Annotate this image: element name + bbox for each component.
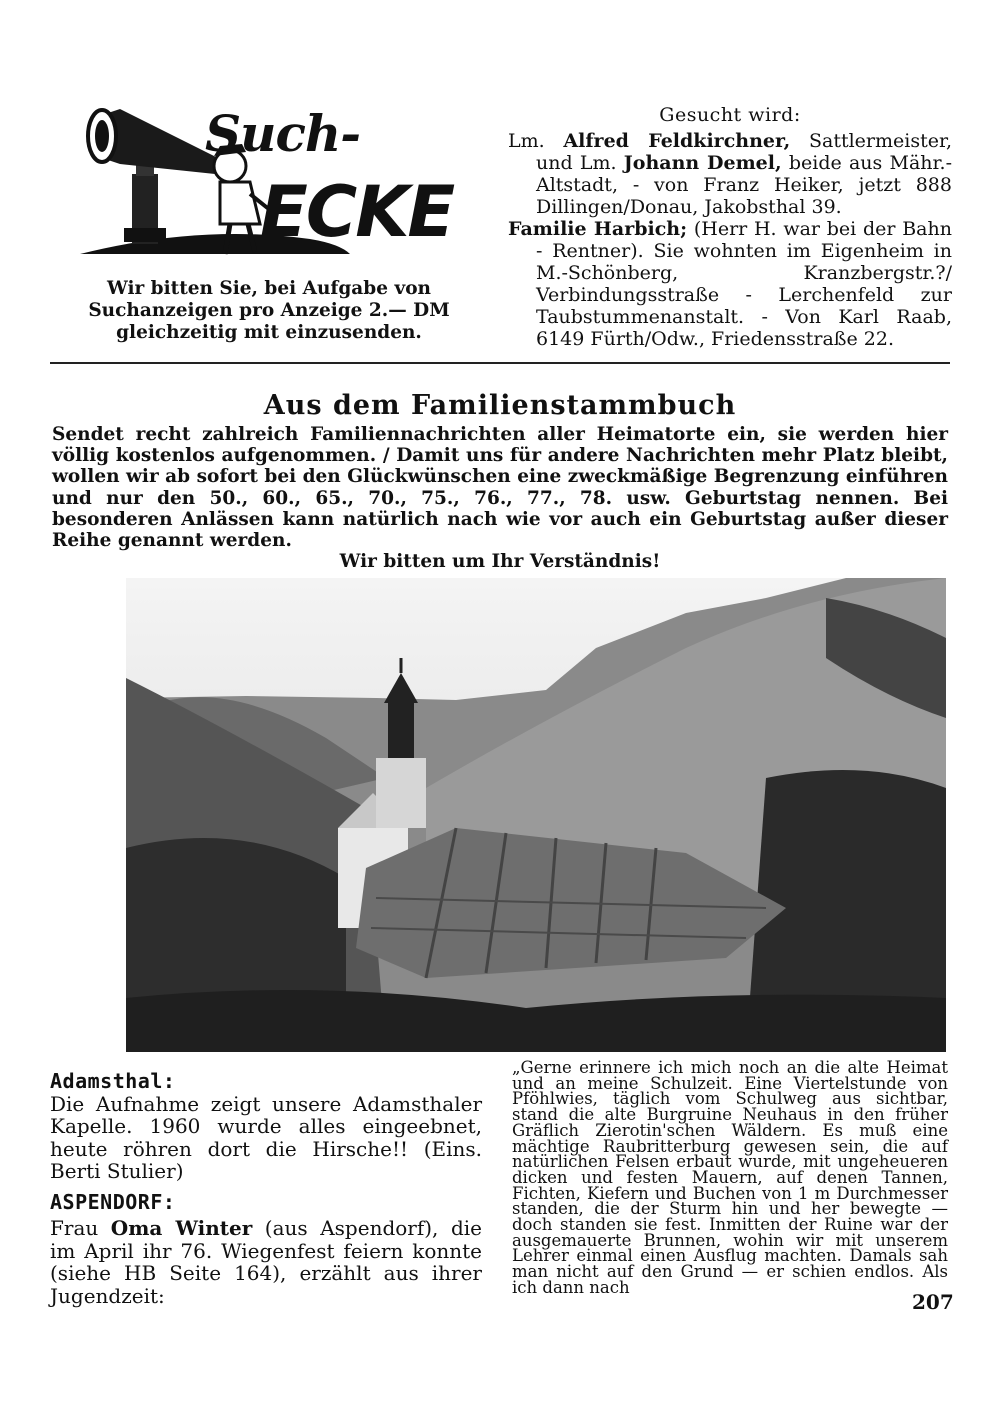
logo-word-such: Such-: [205, 104, 361, 163]
divider-right: [422, 362, 950, 364]
family-notice: [52, 424, 948, 572]
logo-note: Wir bitten Sie, bei Aufgabe von Suchanzeigen pro Anzeige 2.— DM gleichzeitig mit einzusenden.: [88, 278, 450, 343]
logo-word-ecke: ECKE: [260, 171, 454, 253]
search-name-2: Johann Demel,: [623, 152, 782, 174]
family-closing: Wir bitten um Ihr Verständnis!: [339, 551, 661, 573]
search-entry-1: Lm. Alfred Feldkirchner, Sattlermeister, und Lm. Johann Demel, beide aus Mähr.-Altstadt, - von Franz Heiker, jetzt 888 Dillingen/Donau, Jakobsthal 39.: [508, 130, 953, 218]
search-heading: Gesucht wird:: [659, 104, 801, 126]
page-number: 207: [912, 1290, 954, 1314]
search-entry-2: Familie Harbich; (Herr H. war bei der Bahn - Rentner). Sie wohnten im Eigenheim in M.-Schönberg, Kranzbergstr.?/ Verbindungsstraße - Lerchenfeld zur Taubstummenanstalt. - Von Karl Raab, 6149 Fürth/Odw., Friedensstraße 22.: [508, 218, 952, 350]
aspendorf-text: Frau Oma Winter (aus Aspendorf), die im April ihr 76. Wiegenfest feiern konnte (siehe HB Seite 164), erzählt aus ihrer Jugendzeit:: [50, 1216, 482, 1308]
adamsthal-text: Die Aufnahme zeigt unsere Adamsthaler Kapelle. 1960 wurde alles eingeebnet, heute röhren dort die Hirsche!! (Eins. Berti Stulier): [50, 1091, 482, 1183]
aspendorf-heading: ASPENDORF:: [50, 1189, 176, 1214]
family-body-text: Sendet recht zahlreich Familiennachrichten aller Heimatorte ein, sie werden hier völlig kostenlos aufgenommen. / Damit uns für andere Nachrichten mehr Platz bleibt, wollen wir ab sofort bei den Glückwünschen eine zweckmäßige Begrenzung einführen und nur den 50., 60., 65., 70., 75., 76., 77., 78. usw. Geburtstag nennen. Bei besonderen Anlässen kann natürlich nach wie vor auch ein Geburtstag außer dieser Reihe genannt werden.: [52, 424, 948, 552]
such-ecke-logo: [80, 104, 480, 272]
chapel-in-valley-photo: [126, 578, 946, 1052]
search-name-3: Familie Harbich;: [508, 218, 688, 240]
divider-left: [50, 362, 422, 364]
chapel-photo: [126, 578, 946, 1052]
aspendorf-name: Oma Winter: [110, 1216, 253, 1240]
family-title: Aus dem Familienstammbuch: [263, 390, 737, 421]
story-column: „Gerne erinnere ich mich noch an die alte Heimat und an meine Schulzeit. Eine Viertelstunde von Pföhlwies, täglich vom Schulweg aus sichtbar, stand die alte Burgruine Neuhaus in den früher Gräflich Zierotin'schen Wäldern. Es muß eine mächtige Raubritterburg gewesen sein, die auf natürlichen Felsen erbaut wurde, mit ungeheueren dicken und festen Mauern, auf denen Tannen, Fichten, Kiefern und Buchen von 1 m Durchmesser standen, die der Sturm hin und her bewegte — doch standen sie fest. Inmitten der Ruine war der ausgemauerte Brunnen, wohin wir mit unserem Lehrer einmal einen Ausflug machten. Damals sah man nicht auf den Grund — er schien endlos. Als ich dann nach: [512, 1058, 948, 1297]
search-column: [508, 104, 952, 350]
bottom-left-column: [50, 1070, 482, 1307]
search-name-1: Alfred Feldkirchner,: [563, 130, 791, 152]
adamsthal-heading: Adamsthal:: [50, 1069, 176, 1093]
